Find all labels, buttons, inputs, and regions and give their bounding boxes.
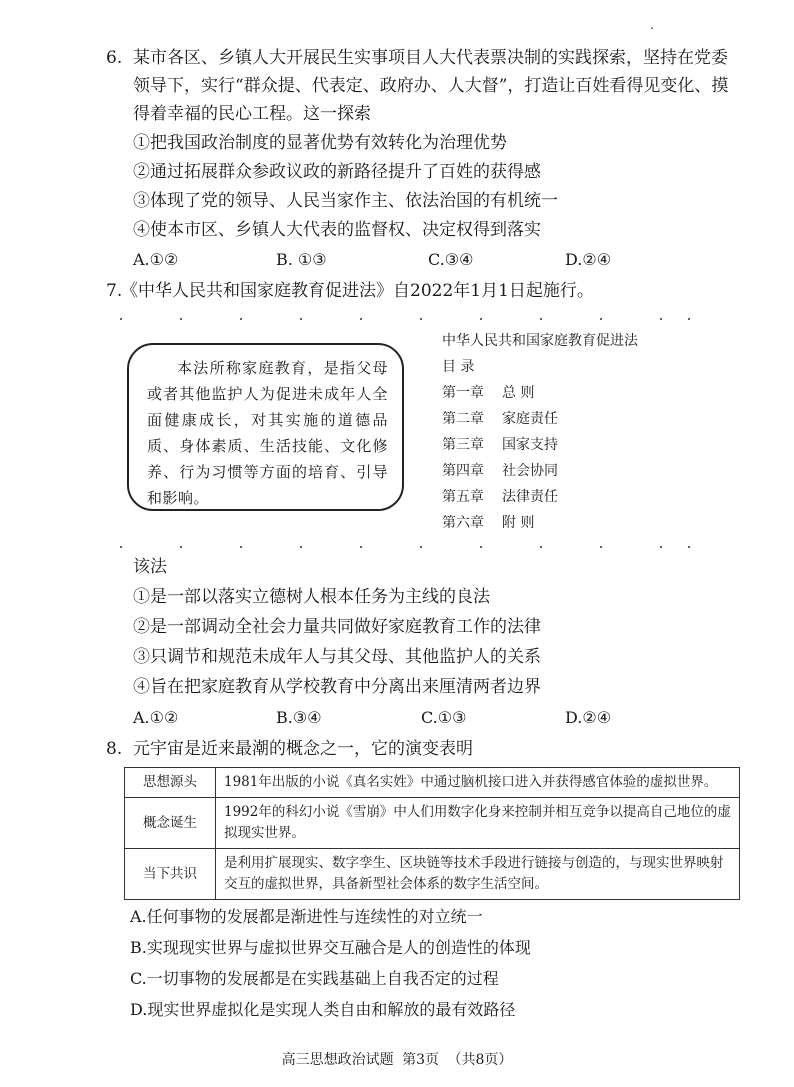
law-definition-box: 本法所称家庭教育，是指父母或者其他监护人为促进未成年人全面健康成长，对其实施的道德品质、身体素质、生活技能、文化修养、行为习惯等方面的培育、引导和影响。 bbox=[127, 343, 404, 511]
toc-chapter-name: 总 则 bbox=[502, 385, 535, 401]
table-row-text: 1981年出版的小说《真名实姓》中通过脑机接口进入并获得感官体验的虚拟世界。 bbox=[216, 768, 740, 798]
q7-option-d[interactable]: D.②④ bbox=[565, 708, 612, 727]
toc-item bbox=[442, 432, 638, 458]
toc-chapter: 第一章 bbox=[442, 385, 484, 401]
table-row bbox=[125, 768, 740, 798]
q7-options bbox=[0, 707, 794, 729]
toc-chapter-name: 社会协同 bbox=[502, 463, 558, 479]
toc-chapter-name: 法律责任 bbox=[502, 489, 558, 505]
q6-options bbox=[0, 249, 794, 271]
q6-statement-1: ①把我国政治制度的显著优势有效转化为治理优势 bbox=[133, 133, 507, 153]
q8-option-b[interactable]: B.实现现实世界与虚拟世界交互融合是人的创造性的体现 bbox=[130, 938, 531, 957]
q7-statement-1: ①是一部以落实立德树人根本任务为主线的良法 bbox=[133, 587, 490, 607]
page-footer bbox=[0, 1050, 794, 1070]
toc-chapter: 第五章 bbox=[442, 489, 484, 505]
q7-statement-4: ④旨在把家庭教育从学校教育中分离出来厘清两者边界 bbox=[133, 677, 541, 697]
toc-chapter: 第二章 bbox=[442, 411, 484, 427]
toc-chapter-name: 附 则 bbox=[502, 515, 535, 531]
toc-chapter-name: 家庭责任 bbox=[502, 411, 558, 427]
top-mark: . bbox=[650, 18, 654, 32]
toc-item bbox=[442, 406, 638, 432]
q7-statement-3: ③只调节和规范未成年人与其父母、其他监护人的关系 bbox=[133, 647, 541, 667]
toc-chapter-name: 国家支持 bbox=[502, 437, 558, 453]
table-row-label: 思想源头 bbox=[125, 768, 216, 798]
table-row bbox=[125, 798, 740, 849]
q7-number: 7. bbox=[106, 281, 123, 301]
q7-option-c[interactable]: C.①③ bbox=[421, 708, 467, 727]
toc-heading: 目 录 bbox=[442, 359, 475, 375]
footer-page-number: 第3页 bbox=[402, 1052, 439, 1068]
q6-stem-line-1: 某市各区、乡镇人大开展民生实事项目人大代表票决制的实践探索，坚持在党委 bbox=[133, 48, 728, 68]
q6-number: 6. bbox=[106, 48, 123, 68]
q6-stem-line-2: 领导下，实行“群众提、代表定、政府办、人大督”，打造让百姓看得见变化、摸 bbox=[133, 76, 729, 96]
toc-chapter: 第六章 bbox=[442, 515, 484, 531]
q6-option-c[interactable]: C.③④ bbox=[428, 250, 474, 269]
table-row-label: 概念诞生 bbox=[125, 798, 216, 849]
q6-statement-4: ④使本市区、乡镇人大代表的监督权、决定权得到落实 bbox=[133, 220, 541, 240]
toc-item bbox=[442, 484, 638, 510]
q7-statement-2: ②是一部调动全社会力量共同做好家庭教育工作的法律 bbox=[133, 617, 541, 637]
q6-option-b[interactable]: B. ①③ bbox=[276, 250, 327, 269]
q7-option-a[interactable]: A.①② bbox=[133, 708, 179, 727]
q8-option-a[interactable]: A.任何事物的发展都是渐进性与连续性的对立统一 bbox=[130, 907, 483, 926]
table-row-label: 当下共识 bbox=[125, 849, 216, 900]
footer-subject: 高三思想政治试题 bbox=[281, 1052, 394, 1068]
q7-option-b[interactable]: B.③④ bbox=[276, 708, 322, 727]
dotted-divider-bottom bbox=[120, 546, 690, 550]
q7-stem: 《中华人民共和国家庭教育促进法》自2022年1月1日起施行。 bbox=[121, 281, 594, 301]
toc-title: 中华人民共和国家庭教育促进法 bbox=[442, 333, 638, 349]
toc-chapter: 第四章 bbox=[442, 463, 484, 479]
q6-stem-line-3: 得着幸福的民心工程。这一探索 bbox=[133, 104, 371, 124]
q6-option-d[interactable]: D.②④ bbox=[565, 250, 612, 269]
toc-item bbox=[442, 458, 638, 484]
toc-item bbox=[442, 510, 638, 536]
table-row-text: 1992年的科幻小说《雪崩》中人们用数字化身来控制并相互竞争以提高自己地位的虚拟现实世界。 bbox=[216, 798, 740, 849]
footer-total-pages: （共8页） bbox=[447, 1052, 513, 1068]
metaverse-evolution-table bbox=[124, 767, 740, 900]
q8-stem: 元宇宙是近来最潮的概念之一，它的演变表明 bbox=[133, 739, 473, 759]
q6-statement-2: ②通过拓展群众参政议政的新路径提升了百姓的获得感 bbox=[133, 162, 541, 182]
q6-option-a[interactable]: A.①② bbox=[133, 250, 179, 269]
q6-statement-3: ③体现了党的领导、人民当家作主、依法治国的有机统一 bbox=[133, 191, 558, 211]
table-row-text: 是利用扩展现实、数字孪生、区块链等技术手段进行链接与创造的，与现实世界映射交互的虚拟世界，具备新型社会体系的数字生活空间。 bbox=[216, 849, 740, 900]
q8-option-d[interactable]: D.现实世界虚拟化是实现人类自由和解放的最有效路径 bbox=[130, 1000, 516, 1019]
toc-chapter: 第三章 bbox=[442, 437, 484, 453]
q8-option-c[interactable]: C.一切事物的发展都是在实践基础上自我否定的过程 bbox=[130, 969, 499, 988]
toc-item bbox=[442, 380, 638, 406]
q7-lead: 该法 bbox=[133, 557, 167, 577]
q8-number: 8. bbox=[106, 739, 123, 759]
law-table-of-contents bbox=[442, 328, 638, 536]
table-row bbox=[125, 849, 740, 900]
dotted-divider-top bbox=[120, 318, 690, 322]
